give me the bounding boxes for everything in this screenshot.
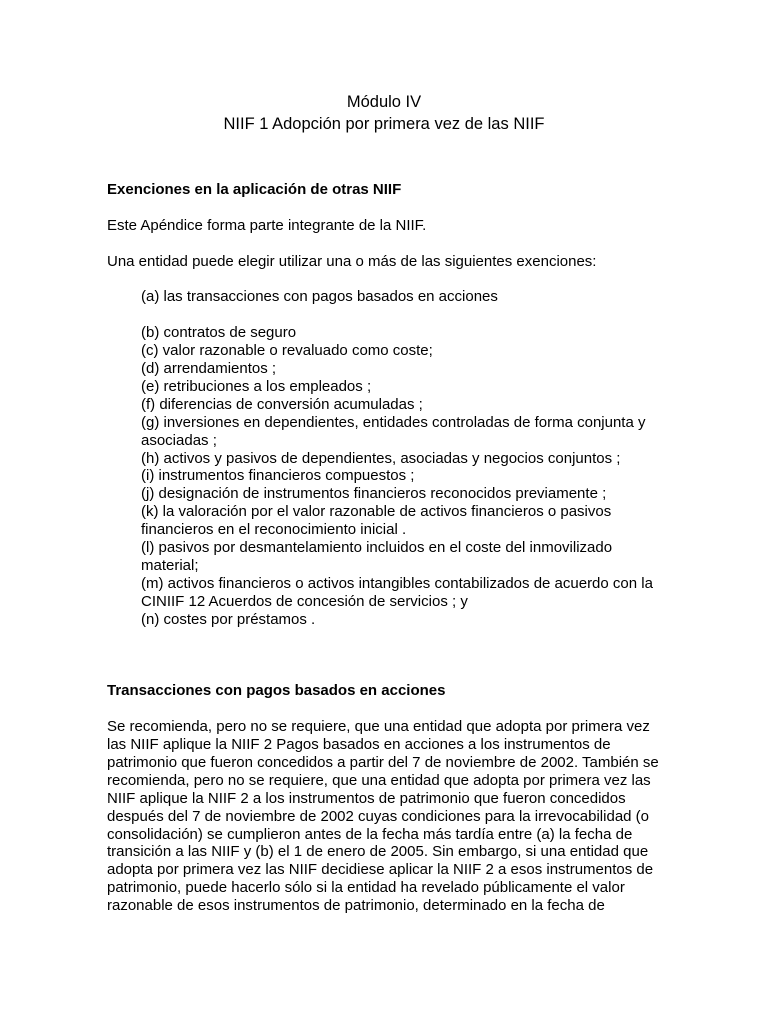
section-heading-transacciones: Transacciones con pagos basados en acciones [107, 682, 446, 700]
list-item: (f) diferencias de conversión acumuladas ; [141, 395, 423, 413]
list-item: (e) retribuciones a los empleados ; [141, 377, 372, 395]
list-item: (h) activos y pasivos de dependientes, asociadas y negocios conjuntos ; [141, 449, 621, 467]
document-title-block [0, 91, 768, 135]
list-item: (b) contratos de seguro [141, 324, 297, 342]
list-item: (l) pasivos por desmantelamiento incluidos en el coste del inmovilizado material; [141, 539, 613, 574]
paragraph-apendice: Este Apéndice forma parte integrante de la NIIF. [107, 216, 427, 234]
list-item: (n) costes por préstamos . [141, 610, 316, 628]
document-body [107, 181, 667, 915]
paragraph-transacciones: Se recomienda, pero no se requiere, que una entidad que adopta por primera vez las NIIF aplique la NIIF 2 Pagos basados en acciones a los instrumentos de patrimonio que fueron concedidos a partir del 7 de noviembre de 2002. También se recomienda, pero no se requiere, que una entidad que adopta por primera vez las NIIF aplique la NIIF 2 a los instrumentos de patrimonio que fueron concedidos después del 7 de noviembre de 2002 cuyas condiciones para la irrevocabilidad (o consolidación) se cumplieron antes de la fecha más tardía entre (a) la fecha de transición a las NIIF y (b) el 1 de enero de 2005. Sin embargo, si una entidad que adopta por primera vez las NIIF decidiese aplicar la NIIF 2 a esos instrumentos de patrimonio, puede hacerlo sólo si la entidad ha revelado públicamente el valor razonable de esos instrumentos de patrimonio, determinado en la fecha de [107, 718, 659, 915]
list-item: (g) inversiones en dependientes, entidades controladas de forma conjunta y asociadas ; [141, 413, 646, 449]
list-item: (m) activos financieros o activos intangibles contabilizados de acuerdo con la CINIIF 12 Acuerdos de concesión de servicios ; y [141, 574, 653, 610]
list-item: (k) la valoración por el valor razonable de activos financieros o pasivos financieros en el reconocimiento inicial . [141, 503, 612, 539]
list-item: (a) las transacciones con pagos basados en acciones [141, 288, 498, 306]
list-item: (d) arrendamientos ; [141, 360, 277, 377]
list-item: (c) valor razonable o revaluado como coste; [141, 342, 433, 360]
section-heading-exenciones: Exenciones en la aplicación de otras NIIF [107, 181, 402, 198]
module-title: Módulo IV [346, 93, 422, 111]
list-item: (i) instrumentos financieros compuestos ; [141, 467, 415, 485]
exemptions-list [107, 288, 667, 628]
document-subtitle: NIIF 1 Adopción por primera vez de las NIIF [223, 115, 545, 133]
paragraph-exenciones-intro: Una entidad puede elegir utilizar una o más de las siguientes exenciones: [107, 252, 597, 270]
exemptions-sublist [141, 324, 667, 628]
list-item: (j) designación de instrumentos financieros reconocidos previamente ; [141, 485, 607, 503]
